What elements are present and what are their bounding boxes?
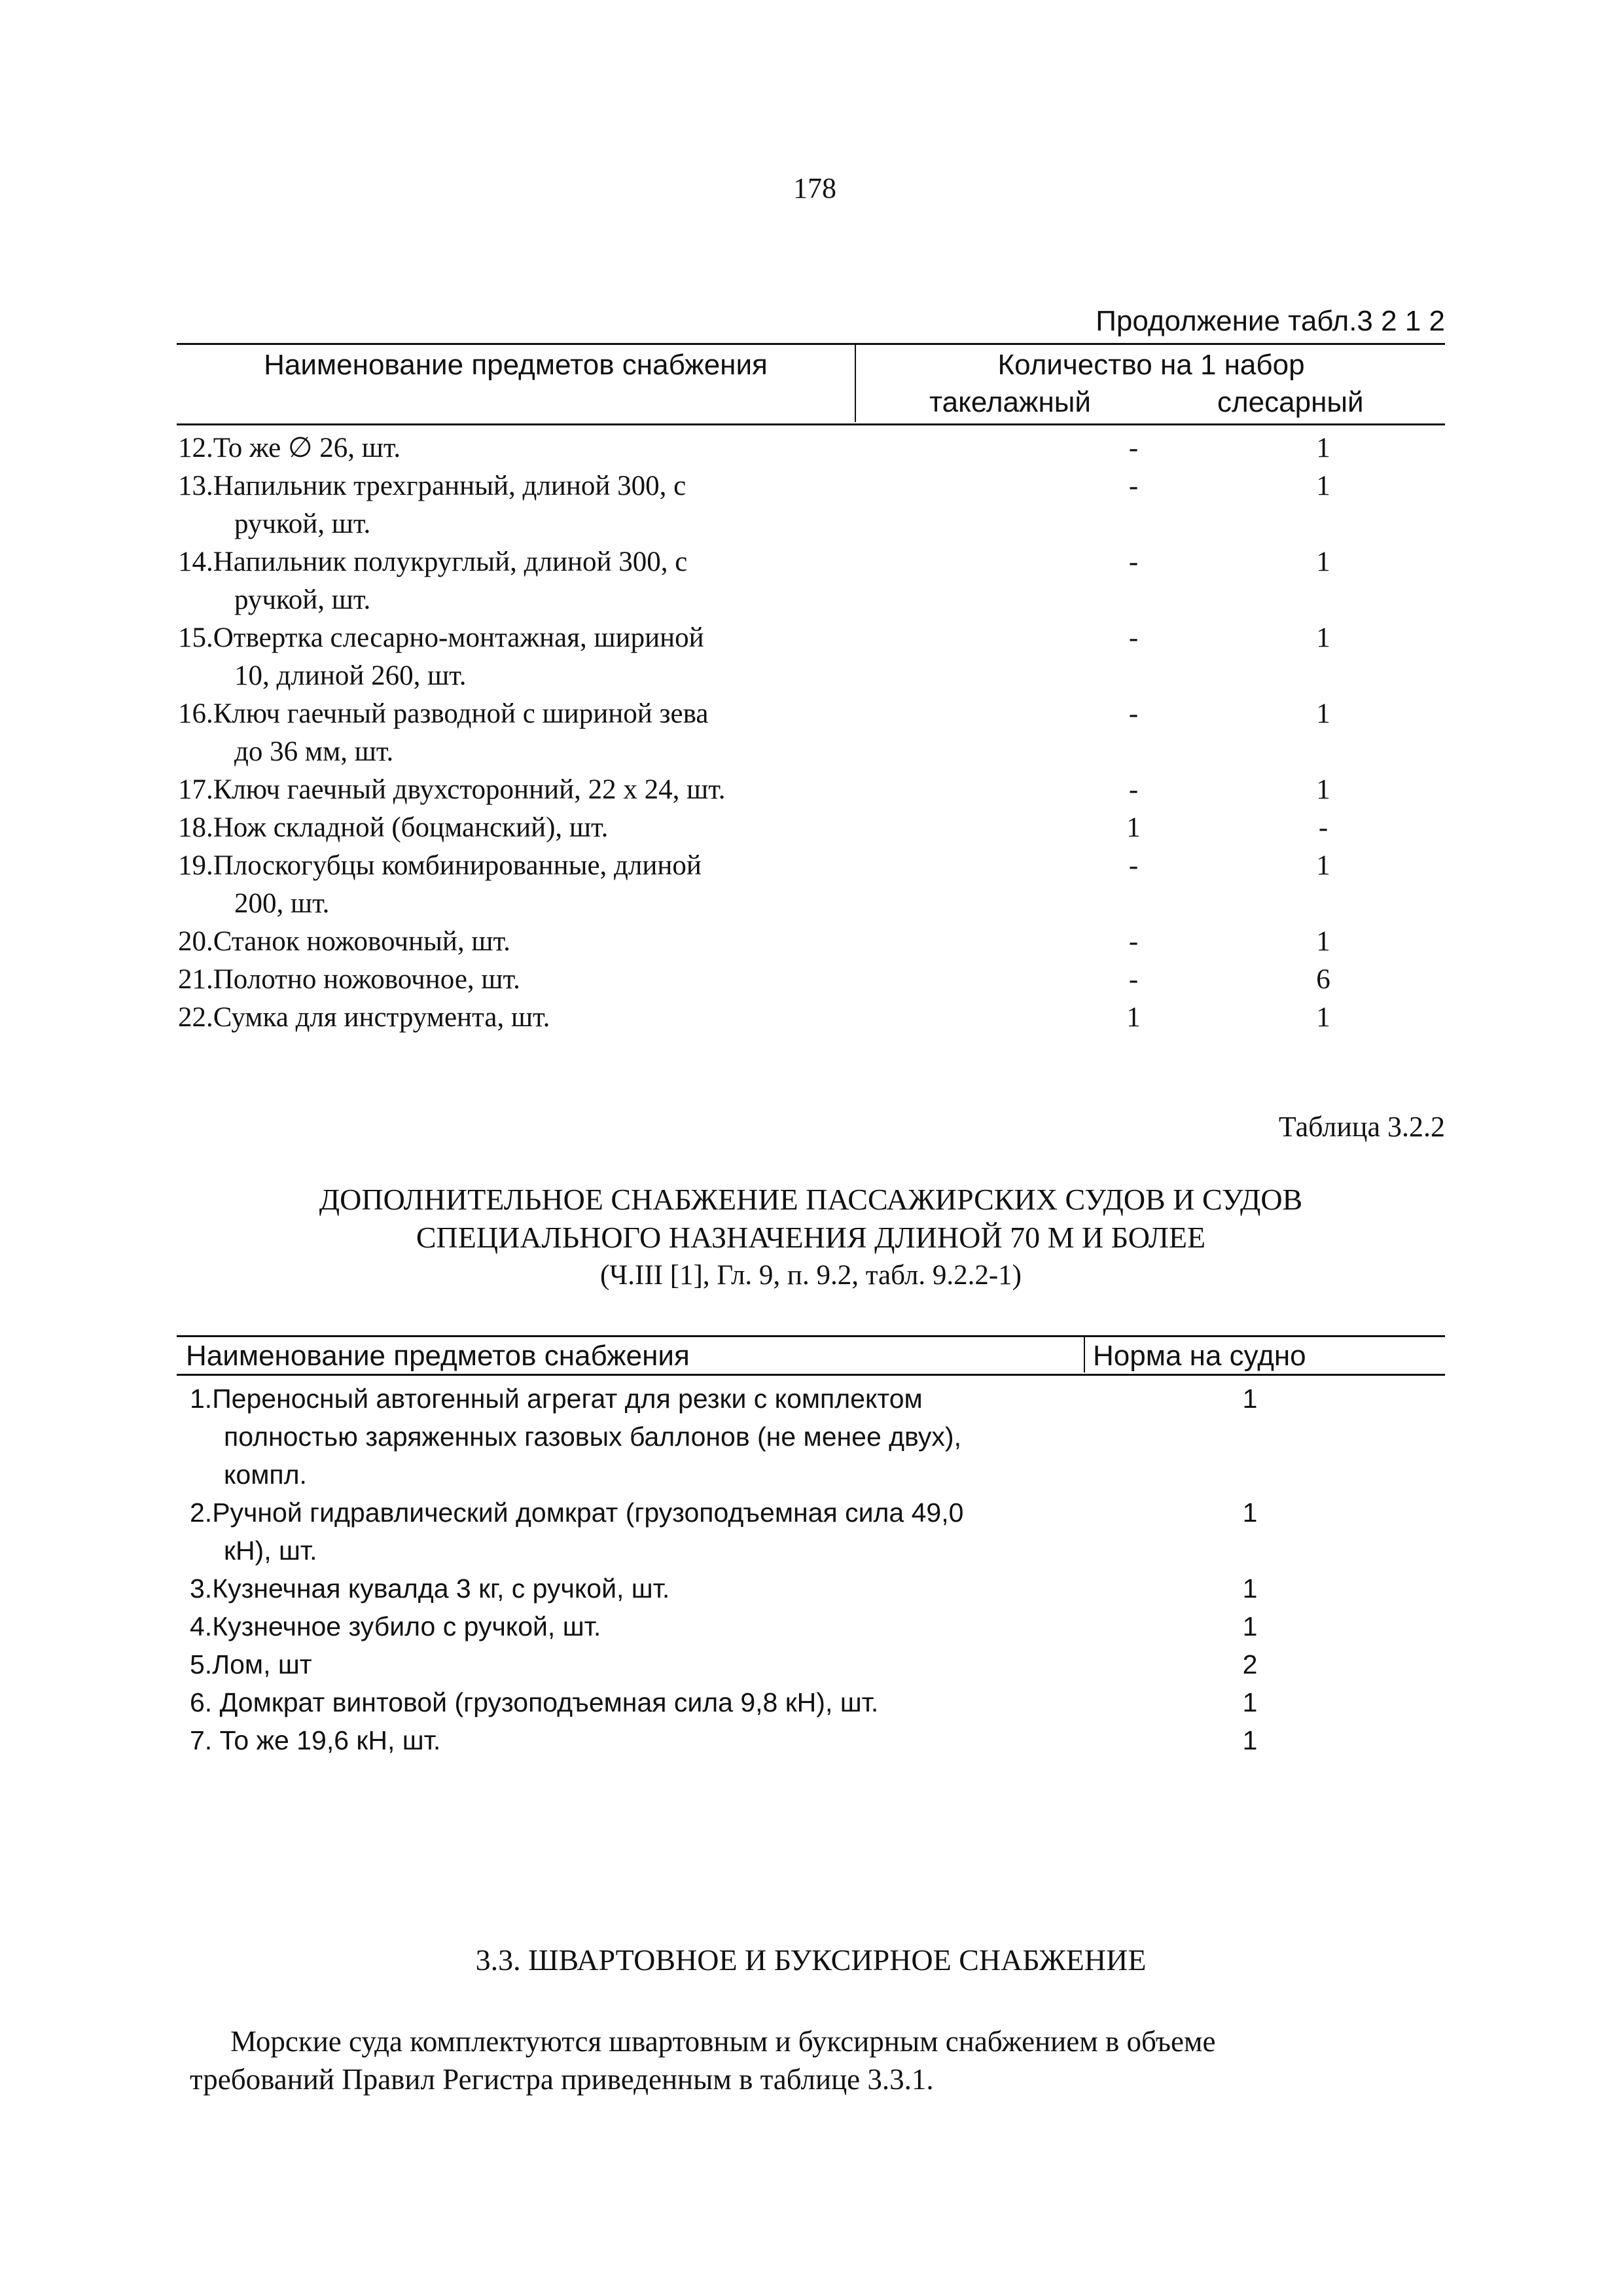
table-row [177,771,1445,809]
item-name-line: 19.Плоскогубцы комбинированные, длиной [178,850,702,881]
item-name-continuation: полностью заряженных газовых баллонов (не менее двух), [224,1422,961,1452]
item-name [177,1380,1211,1494]
table-row [177,1607,1445,1645]
norm-quantity: 2 [1242,1649,1258,1679]
table-body [177,1376,1445,1759]
fitter-quantity: 1 [1316,926,1330,957]
table-row [177,999,1445,1037]
table-row [177,1380,1445,1494]
item-name [177,1570,1211,1607]
item-name-line: 12.То же ∅ 26, шт. [178,433,401,463]
item-name-line: 15.Отвертка слесарно-монтажная, шириной [178,622,704,653]
table-row [177,1683,1445,1721]
norm-quantity: 1 [1242,1384,1258,1414]
column-header-quantity: Количество на 1 набор [997,349,1305,381]
fitter-quantity: 1 [1316,698,1330,729]
rigging-quantity: - [1128,547,1139,577]
table-row [177,467,1445,543]
norm-quantity: 1 [1242,1725,1258,1755]
column-header-item-name: Наименование предметов снабжения [186,1340,690,1372]
fitter-quantity: - [1318,812,1329,843]
item-name-line: 1.Переносный автогенный агрегат для резки с комплектом [190,1384,923,1414]
item-name-continuation: компл. [224,1460,307,1490]
rigging-quantity: - [1128,774,1139,805]
fitter-quantity: 1 [1316,850,1330,881]
table-row [177,1645,1445,1683]
fitter-quantity: 1 [1316,774,1330,805]
column-header-item-name: Наименование предметов снабжения [264,349,768,381]
fitter-quantity: 1 [1316,547,1330,577]
fitter-quantity: 1 [1316,1002,1330,1033]
table-title-line: ДОПОЛНИТЕЛЬНОЕ СНАБЖЕНИЕ ПАССАЖИРСКИХ СУДОВ И СУДОВ [319,1183,1303,1216]
item-name [177,695,852,771]
section-heading: 3.3. ШВАРТОВНОЕ И БУКСИРНОЕ СНАБЖЕНИЕ [475,1943,1147,1977]
rigging-quantity: - [1128,926,1139,957]
table-row [177,429,1445,467]
item-name-line: 4.Кузнечное зубило с ручкой, шт. [190,1611,601,1641]
table-title-reference: (Ч.III [1], Гл. 9, п. 9.2, табл. 9.2.2-1) [599,1260,1022,1291]
rigging-quantity: - [1128,964,1139,995]
rigging-quantity: 1 [1126,1002,1141,1033]
norm-quantity: 1 [1242,1573,1258,1604]
table-header [177,1337,1445,1376]
supply-table-continued [177,343,1445,1037]
norm-quantity: 1 [1242,1498,1258,1528]
item-name [177,619,852,695]
table-row [177,695,1445,771]
item-name [177,1683,1211,1721]
item-name-line: 22.Сумка для инструмента, шт. [178,1002,550,1033]
paragraph-line: Морские суда комплектуются швартовным и буксирным снабжением в объеме [230,2025,1216,2058]
rigging-quantity: - [1128,433,1139,463]
norm-quantity: 1 [1242,1687,1258,1717]
paragraph-line: требований Правил Регистра приведенным в таблице 3.3.1. [190,2063,934,2096]
item-name [177,809,852,847]
item-name [177,1607,1211,1645]
norm-quantity: 1 [1242,1611,1258,1641]
column-divider [855,345,856,422]
item-name-line: 17.Ключ гаечный двухсторонний, 22 x 24, шт. [178,774,726,805]
item-name-continuation: 10, длиной 260, шт. [234,660,467,691]
item-name [177,999,852,1037]
rigging-quantity: - [1128,850,1139,881]
continuation-label: Продолжение табл.3 2 1 2 [1096,305,1445,337]
item-name-line: 5.Лом, шт [190,1649,312,1679]
item-name [177,923,852,961]
fitter-quantity: 1 [1316,471,1330,501]
table-row [177,543,1445,619]
item-name-line: 2.Ручной гидравлический домкрат (грузоподъемная сила 49,0 [190,1498,964,1528]
table-title-line: СПЕЦИАЛЬНОГО НАЗНАЧЕНИЯ ДЛИНОЙ 70 М И БОЛЕЕ [416,1221,1206,1254]
item-name-line: 13.Напильник трехгранный, длиной 300, с [178,471,687,501]
table-row [177,1721,1445,1759]
item-name-line: 18.Нож складной (боцманский), шт. [178,812,609,843]
rigging-quantity: 1 [1126,812,1141,843]
item-name-line: 6. Домкрат винтовой (грузоподъемная сила 9,8 кН), шт. [190,1687,879,1717]
fitter-quantity: 1 [1316,622,1330,653]
additional-supply-table [177,1335,1445,1759]
item-name [177,429,852,467]
table-row [177,1570,1445,1607]
column-header-rigging: такелажный [929,386,1091,418]
column-header-norm: Норма на судно [1093,1340,1306,1372]
item-name-line: 16.Ключ гаечный разводной с шириной зева [178,698,709,729]
item-name-continuation: ручкой, шт. [234,584,371,615]
table-header [177,345,1445,425]
table-row [177,923,1445,961]
fitter-quantity: 6 [1316,964,1330,995]
column-header-fitter: слесарный [1217,386,1364,418]
fitter-quantity: 1 [1316,433,1330,463]
table-row [177,619,1445,695]
table-title [177,1181,1445,1295]
item-name-line: 14.Напильник полукруглый, длиной 300, с [178,547,688,577]
item-name-continuation: кН), шт. [224,1535,317,1566]
item-name [177,961,852,999]
item-name [177,467,852,543]
rigging-quantity: - [1128,471,1139,501]
table-label: Таблица 3.2.2 [1278,1111,1445,1143]
rigging-quantity: - [1128,698,1139,729]
table-row [177,1494,1445,1570]
item-name-continuation: ручкой, шт. [234,509,371,539]
body-paragraph [190,2022,1433,2098]
item-name [177,1494,1211,1570]
item-name-continuation: до 36 мм, шт. [234,736,394,767]
item-name [177,847,852,923]
item-name-line: 21.Полотно ножовочное, шт. [178,964,520,995]
table-row [177,961,1445,999]
item-name [177,543,852,619]
item-name-line: 3.Кузнечная кувалда 3 кг, с ручкой, шт. [190,1573,670,1604]
item-name [177,1721,1211,1759]
item-name [177,771,852,809]
column-divider [1084,1337,1085,1372]
item-name-line: 7. То же 19,6 кН, шт. [190,1725,441,1755]
item-name-continuation: 200, шт. [234,888,330,919]
table-body [177,425,1445,1037]
rigging-quantity: - [1128,622,1139,653]
item-name-line: 20.Станок ножовочный, шт. [178,926,510,957]
item-name [177,1645,1211,1683]
page-number: 178 [793,172,836,204]
table-row [177,847,1445,923]
table-row [177,809,1445,847]
